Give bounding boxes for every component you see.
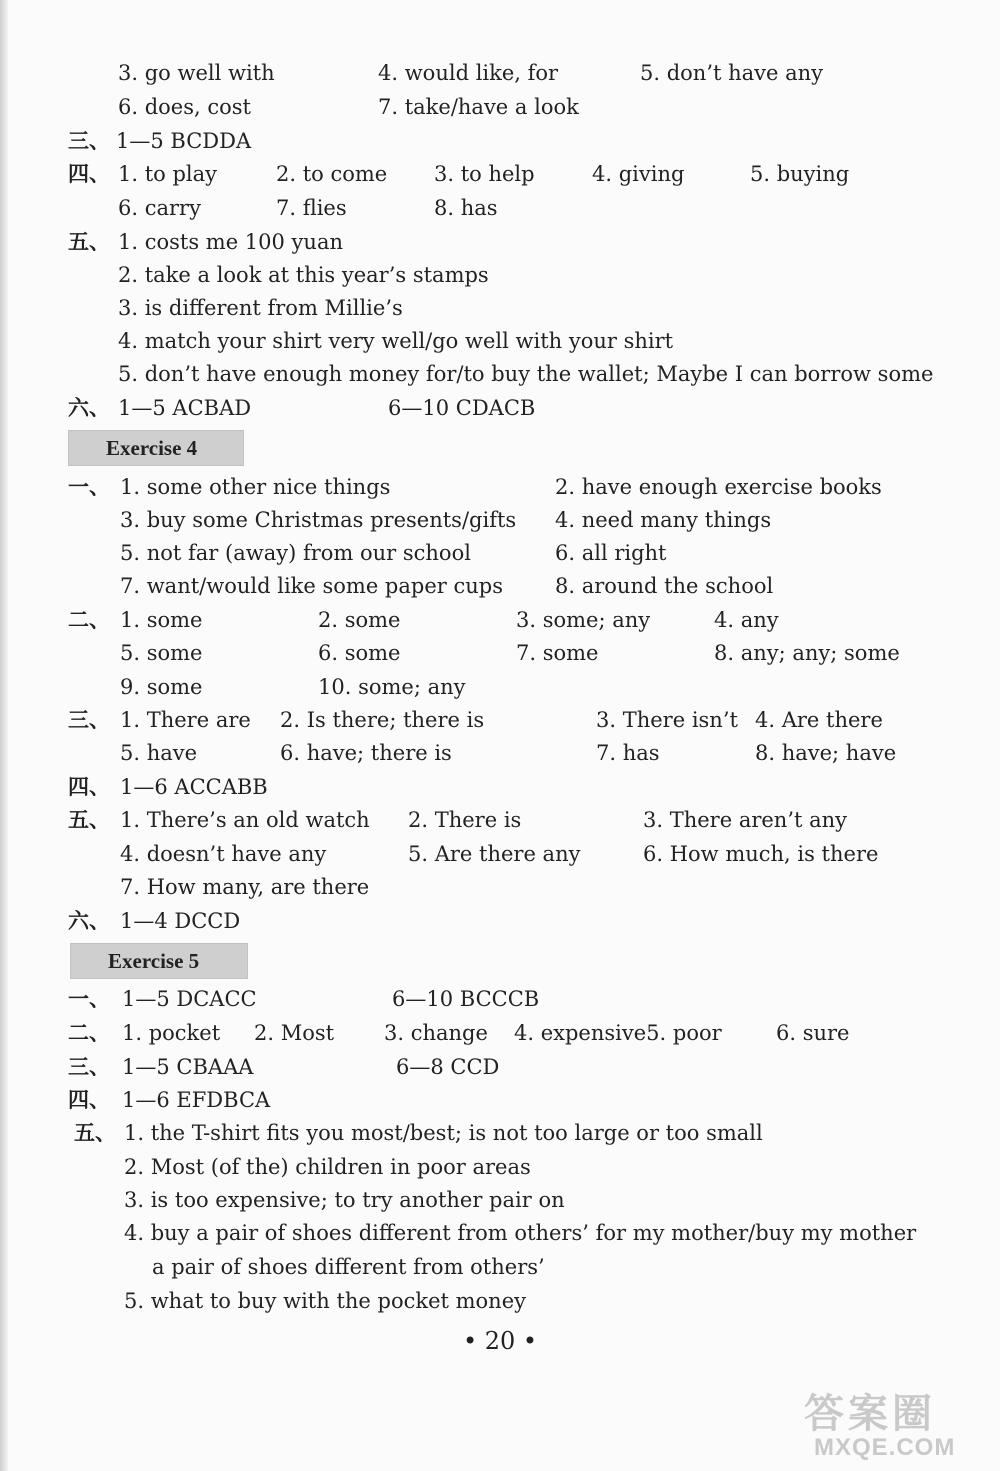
section-number: 三、	[68, 128, 110, 153]
answer-item: 3. change	[384, 1021, 488, 1045]
answer-item: 1. pocket	[122, 1021, 221, 1045]
answer-item: 6. have; there is	[280, 741, 452, 765]
answer-item: 4. Are there	[755, 708, 883, 732]
answer-item: 5. not far (away) from our school	[120, 541, 471, 565]
answer-item: 6. How much, is there	[643, 842, 879, 866]
answer-item: 1. to play	[118, 162, 218, 186]
answer-line	[0, 56, 960, 90]
answer-item: 7. want/would like some paper cups	[120, 574, 503, 598]
watermark-cn: 答案圈	[804, 1392, 936, 1436]
answer-line	[0, 770, 960, 804]
section-number: 六、	[68, 395, 110, 420]
watermark	[800, 1382, 990, 1467]
answer-item: 6—10 BCCCB	[392, 987, 540, 1011]
section-number: 三、	[68, 1054, 110, 1079]
section-number: 一、	[68, 986, 110, 1011]
answer-line	[0, 503, 960, 537]
answer-item: 1. There are	[120, 708, 251, 732]
page-number: • 20 •	[462, 1327, 538, 1355]
answer-item: 4. need many things	[555, 508, 772, 532]
answer-line	[0, 904, 960, 938]
answer-line	[0, 291, 960, 325]
answer-item: 2. Most	[254, 1021, 335, 1045]
answer-item: 8. has	[434, 196, 498, 220]
answer-item: 3. is different from Millie’s	[118, 296, 403, 320]
answer-item: 3. There aren’t any	[643, 808, 848, 832]
answer-line	[0, 603, 960, 637]
answer-item: 2. Is there; there is	[280, 708, 485, 732]
answer-item: 5. have	[120, 741, 198, 765]
section-number: 五、	[68, 229, 110, 254]
answer-line	[0, 157, 960, 191]
answer-item: 2. some	[318, 608, 401, 632]
section-number: 五、	[74, 1120, 116, 1145]
answer-item: 4. any	[714, 608, 779, 632]
answer-line	[0, 870, 960, 904]
answer-item: 4. buy a pair of shoes different from others’ for my mother/buy my mother	[124, 1221, 917, 1245]
answer-item: 1—5 CBAAA	[122, 1055, 254, 1079]
answer-line	[0, 470, 960, 504]
answer-line	[0, 258, 960, 292]
answer-item: 1—6 ACCABB	[120, 775, 268, 799]
answer-item: 7. take/have a look	[378, 95, 579, 119]
section-number: 三、	[68, 707, 110, 732]
answer-item: 5. don’t have enough money for/to buy the wallet; Maybe I can borrow some	[118, 362, 934, 386]
answer-item: 3. There isn’t	[596, 708, 738, 732]
answer-item: 1—5 ACBAD	[118, 396, 252, 420]
answer-item: a pair of shoes different from others’	[152, 1255, 545, 1279]
answer-item: 6. some	[318, 641, 401, 665]
answer-item: 8. have; have	[755, 741, 897, 765]
answer-line	[0, 1150, 960, 1184]
answer-item: 8. any; any; some	[714, 641, 900, 665]
answer-item: 1—6 EFDBCA	[122, 1088, 271, 1112]
answer-item: 6. carry	[118, 196, 201, 220]
answer-line	[0, 1284, 960, 1318]
answer-item: 2. to come	[276, 162, 388, 186]
answer-line	[0, 670, 960, 704]
answer-item: 5. buying	[750, 162, 850, 186]
answer-item: 3. go well with	[118, 61, 275, 85]
answer-line	[0, 1016, 960, 1050]
answer-line	[0, 357, 960, 391]
answer-item: 1. some other nice things	[120, 475, 391, 499]
answer-item: 9. some	[120, 675, 203, 699]
answer-line	[0, 736, 960, 770]
answer-line	[0, 191, 960, 225]
answer-item: 4. expensive5. poor	[514, 1021, 722, 1045]
answer-item: 5. don’t have any	[640, 61, 824, 85]
answer-item: 7. How many, are there	[120, 875, 370, 899]
section-number: 四、	[68, 161, 110, 186]
answer-item: 1. the T-shirt fits you most/best; is not too large or too small	[124, 1121, 763, 1145]
answer-item: 5. Are there any	[408, 842, 581, 866]
answer-item: 1—5 BCDDA	[116, 129, 252, 153]
answer-line	[0, 982, 960, 1016]
answer-line	[0, 1183, 960, 1217]
answer-line	[0, 536, 960, 570]
answer-item: 6. does, cost	[118, 95, 251, 119]
answer-item: 1—4 DCCD	[120, 909, 241, 933]
answer-line	[0, 803, 960, 837]
answer-item: 1. costs me 100 yuan	[118, 230, 343, 254]
answer-line	[0, 90, 960, 124]
answer-line	[0, 225, 960, 259]
answer-line	[0, 837, 960, 871]
answer-item: 6—8 CCD	[396, 1055, 500, 1079]
answer-line	[0, 569, 960, 603]
answer-line	[0, 124, 960, 158]
answer-line	[0, 1216, 960, 1250]
answer-item: 7. some	[516, 641, 599, 665]
answer-item: 3. is too expensive; to try another pair on	[124, 1188, 565, 1212]
answer-line	[0, 1116, 960, 1150]
section-number: 四、	[68, 774, 110, 799]
answer-item: 2. have enough exercise books	[555, 475, 882, 499]
answer-item: 10. some; any	[318, 675, 466, 699]
answer-line	[0, 1083, 960, 1117]
answer-item: 6—10 CDACB	[388, 396, 536, 420]
answer-line	[0, 1250, 960, 1284]
section-number: 五、	[68, 807, 110, 832]
answer-item: 5. what to buy with the pocket money	[124, 1289, 526, 1313]
answer-item: 1. There’s an old watch	[120, 808, 370, 832]
answer-item: 4. would like, for	[378, 61, 559, 85]
answer-item: 3. some; any	[516, 608, 651, 632]
answer-item: 4. giving	[592, 162, 685, 186]
answer-item: 3. to help	[434, 162, 535, 186]
answer-item: 6. all right	[555, 541, 667, 565]
answer-item: 7. has	[596, 741, 660, 765]
answer-item: 1. some	[120, 608, 203, 632]
answer-line	[0, 391, 960, 425]
watermark-url: MXQE.COM	[814, 1434, 956, 1461]
answer-item: 2. take a look at this year’s stamps	[118, 263, 489, 287]
answer-item: 7. flies	[276, 196, 347, 220]
section-number: 二、	[68, 607, 110, 632]
answer-item: 4. doesn’t have any	[120, 842, 327, 866]
exercise-heading: Exercise 4	[68, 430, 244, 466]
answer-line	[0, 324, 960, 358]
answer-item: 8. around the school	[555, 574, 774, 598]
answer-item: 1—5 DCACC	[122, 987, 257, 1011]
section-number: 四、	[68, 1087, 110, 1112]
answer-item: 4. match your shirt very well/go well with your shirt	[118, 329, 674, 353]
answer-line	[0, 636, 960, 670]
answer-item: 5. some	[120, 641, 203, 665]
answer-item: 2. There is	[408, 808, 522, 832]
answer-item: 2. Most (of the) children in poor areas	[124, 1155, 531, 1179]
section-number: 二、	[68, 1020, 110, 1045]
answer-item: 3. buy some Christmas presents/gifts	[120, 508, 517, 532]
exercise-heading: Exercise 5	[70, 943, 248, 979]
answer-line	[0, 703, 960, 737]
answer-line	[0, 1050, 960, 1084]
section-number: 六、	[68, 908, 110, 933]
answer-item: 6. sure	[776, 1021, 850, 1045]
section-number: 一、	[68, 474, 110, 499]
